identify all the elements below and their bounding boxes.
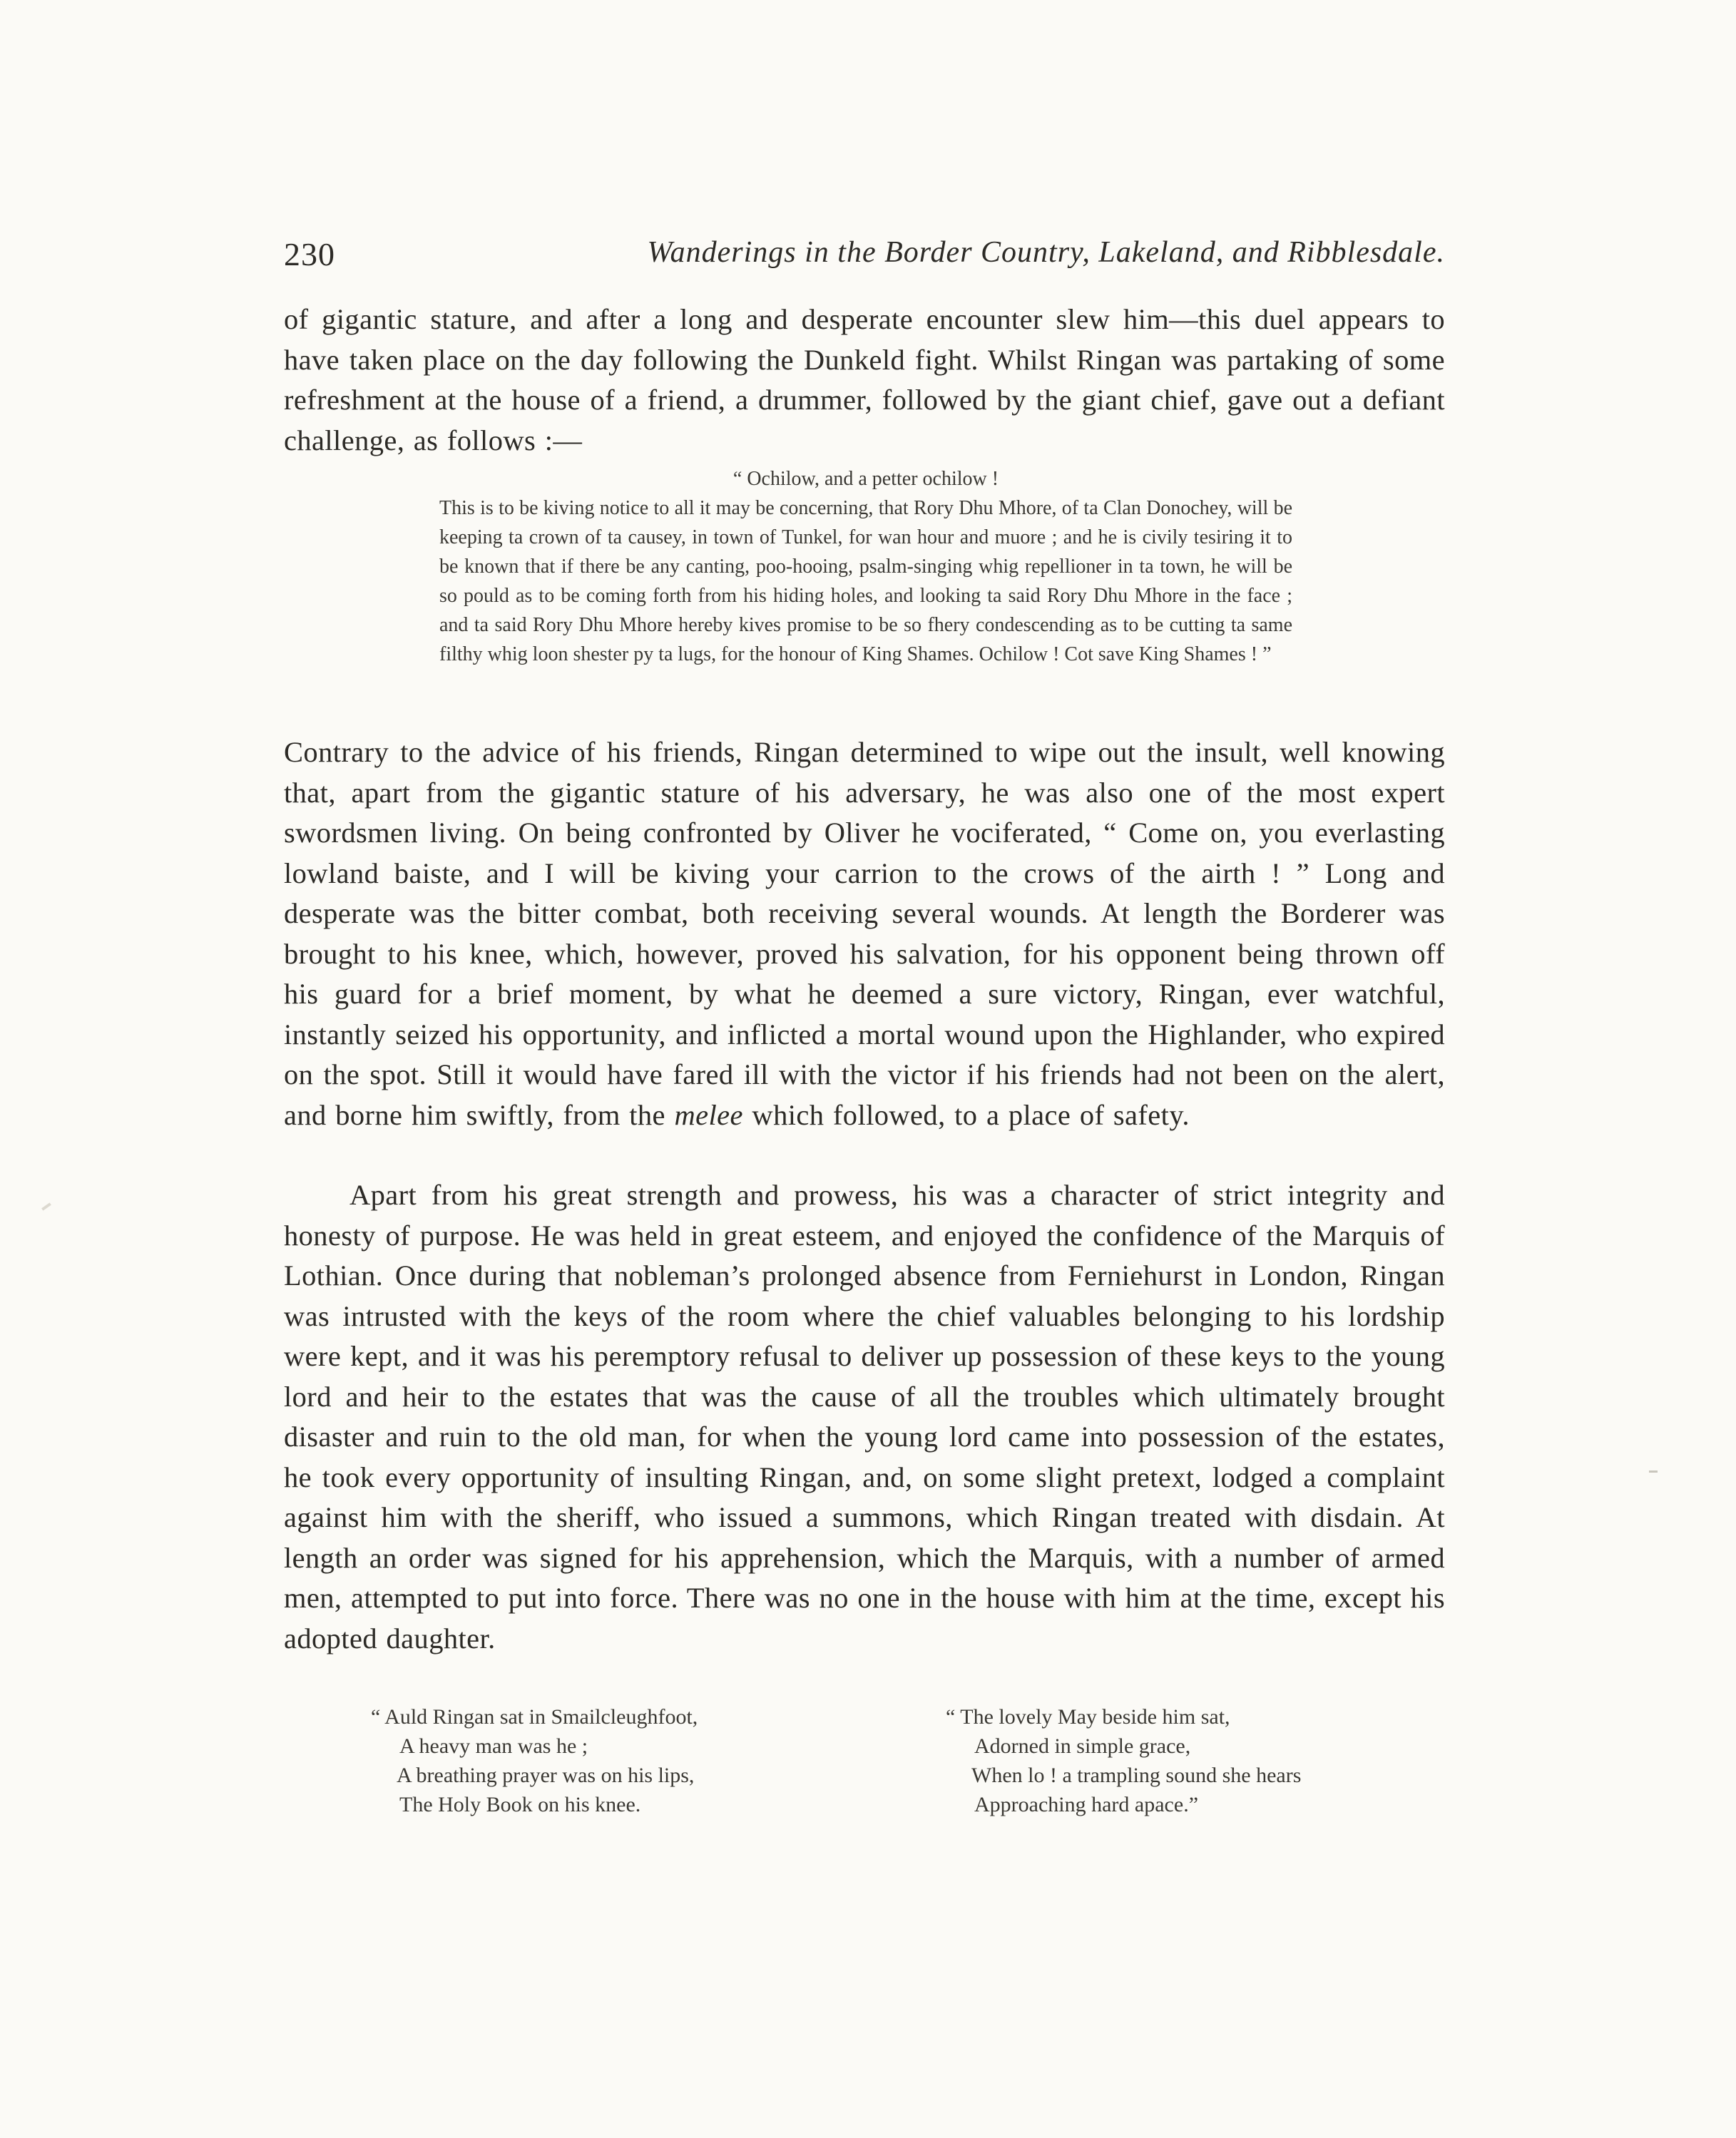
paragraph-1: of gigantic stature, and after a long and desperate encounter slew him—this duel appears to have taken place on the day following the Dunkeld fight. Whilst Ringan was partaking of some refreshment at the house of a friend, a drummer, followed by the giant chief, gave out a defiant challenge, as follows :—: [284, 303, 1445, 456]
verse-right-line: Approaching hard apace.”: [974, 1793, 1199, 1816]
verse-left-line: The Holy Book on his knee.: [399, 1793, 641, 1816]
verse-right-line: “ The lovely May beside him sat,: [946, 1705, 1230, 1729]
verse-left-line: A heavy man was he ;: [399, 1734, 588, 1758]
verse-right-line: When lo ! a trampling sound she hears: [971, 1764, 1302, 1787]
running-title: Wanderings in the Border Country, Lakeland, and Ribblesdale.: [647, 236, 1445, 269]
margin-mark: [41, 1202, 51, 1210]
verse-left: [371, 1702, 698, 1819]
margin-mark: [1649, 1470, 1658, 1473]
verse-left-line: A breathing prayer was on his lips,: [397, 1764, 695, 1787]
paragraph-2-italic: melee: [674, 1098, 743, 1131]
paragraph-2-block: [284, 732, 1445, 1135]
page-header: [284, 235, 1445, 278]
verse-left-line: “ Auld Ringan sat in Smailcleughfoot,: [371, 1705, 698, 1729]
paragraph-2-text-b: which followed, to a place of safety.: [752, 1098, 1190, 1131]
paragraph-3-block: [284, 1175, 1445, 1659]
proclamation-opening: “ Ochilow, and a petter ochilow !: [732, 468, 999, 490]
verse-right-line: Adorned in simple grace,: [974, 1734, 1191, 1758]
paragraph-1-block: [284, 300, 1445, 461]
verse-right: [946, 1702, 1301, 1819]
paragraph-2: [284, 732, 1445, 1135]
page-number: 230: [284, 236, 335, 272]
paragraph-2-text-a: Contrary to the advice of his friends, Ringan determined to wipe out the insult, well knowing that, apart from the gigantic stature of his adversary, he was also one of the most expert swordsmen living. On being confronted by Oliver he vociferated, “ Come on, you everlasting lowland baiste, and I will be kiving your carrion to the crows of the airth ! ” Long and desperate was the bitter combat, both receiving several wounds. At length the Borderer was brought to his knee, which, however, proved his salvation, for his opponent being thrown off his guard for a brief moment, by what he deemed a sure victory, Ringan, ever watchful, instantly seized his opportunity, and inflicted a mortal wound upon the Highlander, who expired on the spot. Still it would have fared ill with the victor if his friends had not been on the alert, and borne him swiftly, from the: [284, 736, 1445, 1131]
proclamation-body: This is to be kiving notice to all it may be concerning, that Rory Dhu Mhore, of ta Clan Donochey, will be keeping ta crown of ta causey, in town of Tunkel, for wan hour and muore ; and he is civily tesiring it to be known that if there be any canting, poo-hooing, psalm-singing whig repellioner in ta town, he will be so pould as to be coming forth from his hiding holes, and looking ta said Rory Dhu Mhore in the face ; and ta said Rory Dhu Mhore hereby kives promise to be so fhery condescending as to be cutting ta same filthy whig loon shester py ta lugs, for the honour of King Shames. Ochilow ! Cot save King Shames ! ”: [439, 497, 1292, 665]
proclamation-quote: [439, 464, 1292, 669]
paragraph-3: Apart from his great strength and prowess, his was a character of strict integrity and honesty of purpose. He was held in great esteem, and enjoyed the confidence of the Marquis of Lothian. Once during that nobleman’s prolonged absence from Ferniehurst in London, Ringan was intrusted with the keys of the room where the chief valuables belonging to his lordship were kept, and it was his peremptory refusal to deliver up possession of these keys to the young lord and heir to the estates that was the cause of all the troubles which ultimately brought disaster and ruin to the old man, for when the young lord came into possession of the estates, he took every opportunity of insulting Ringan, and, on some slight pretext, lodged a complaint against him with the sheriff, who issued a summons, which Ringan treated with disdain. At length an order was signed for his apprehension, which the Marquis, with a number of armed men, attempted to put into force. There was no one in the house with him at the time, except his adopted daughter.: [284, 1179, 1445, 1654]
